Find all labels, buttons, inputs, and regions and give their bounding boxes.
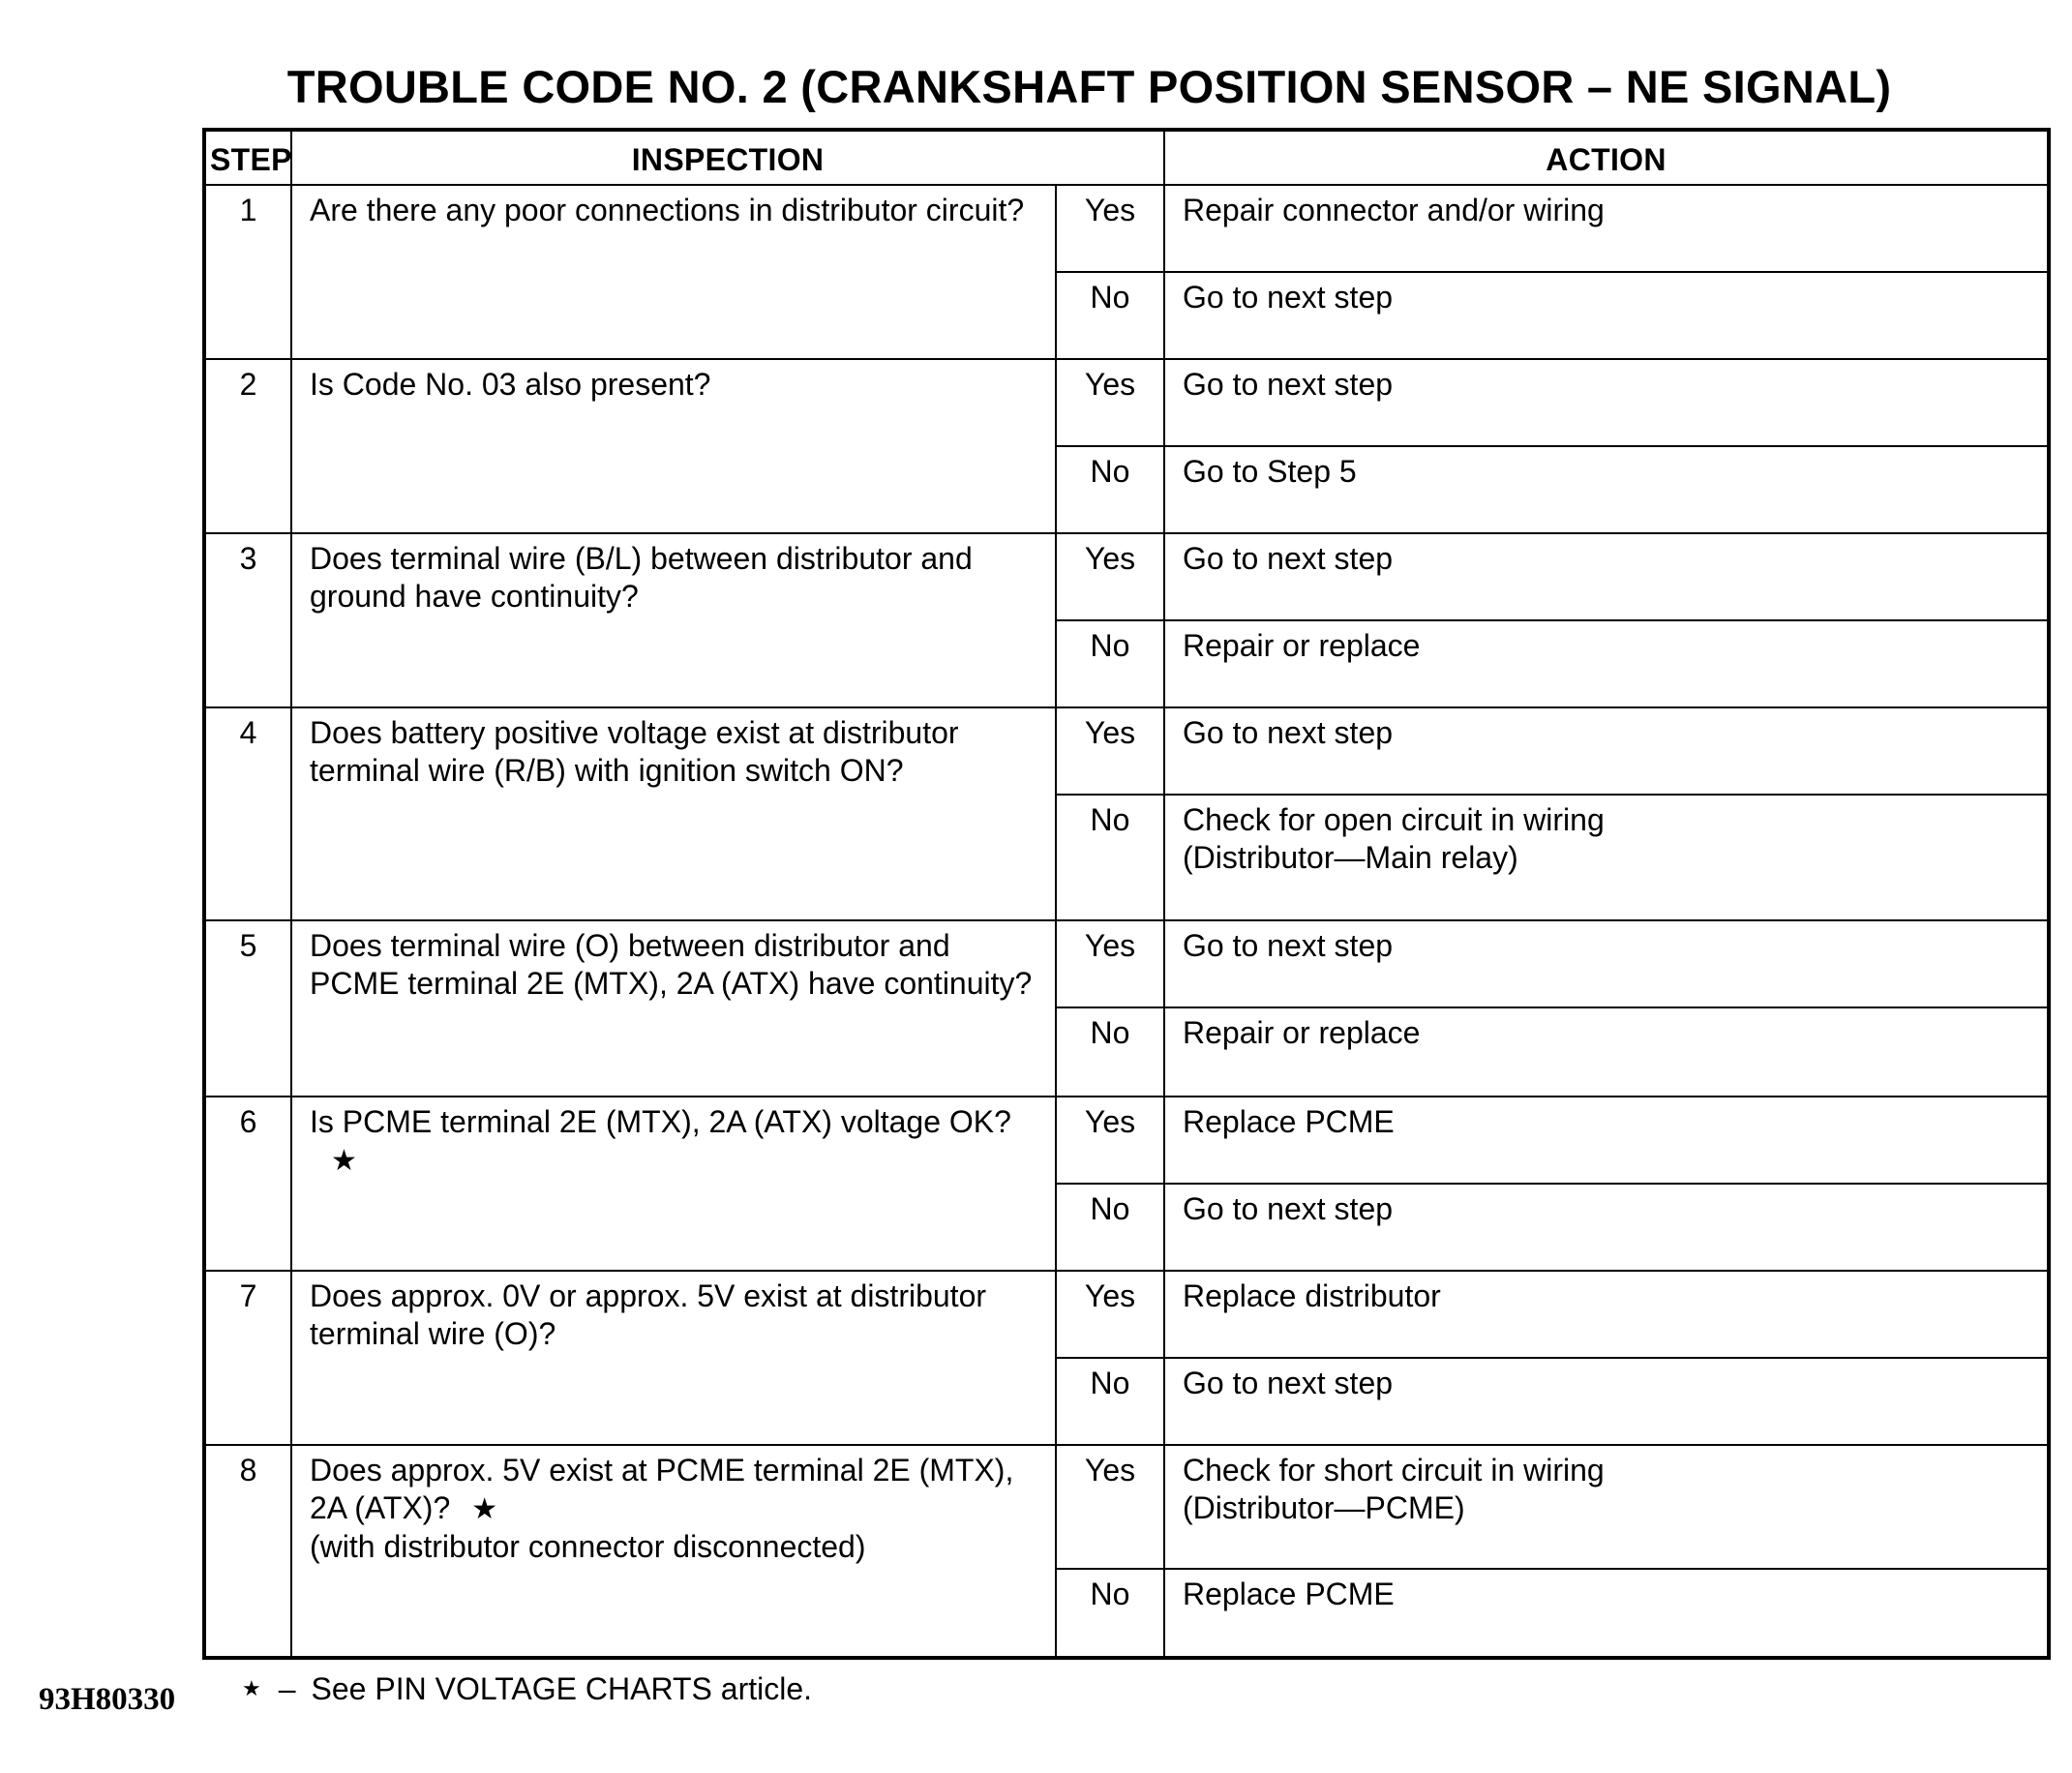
action-yes [1164, 1445, 2049, 1569]
inspection-cell [291, 707, 1056, 920]
action-no [1164, 1184, 2049, 1271]
action-no [1164, 1358, 2049, 1445]
action-no [1164, 272, 2049, 359]
step-row-yes [204, 185, 2049, 272]
action-yes [1164, 533, 2049, 620]
answer-no: No [1056, 272, 1164, 359]
step-number: 3 [204, 533, 291, 707]
answer-yes: Yes [1056, 1271, 1164, 1358]
answer-no: No [1056, 1358, 1164, 1445]
trouble-code-table [202, 128, 2051, 1660]
inspection-question: Does approx. 5V exist at PCME terminal 2E (MTX), 2A (ATX)? [310, 1453, 1014, 1525]
inspection-question: Does terminal wire (B/L) between distributor and ground have continuity? [310, 541, 973, 614]
inspection-cell [291, 359, 1056, 533]
step-number: 8 [204, 1445, 291, 1658]
footnote-star-icon: ★ [242, 1676, 261, 1700]
answer-yes: Yes [1056, 707, 1164, 795]
inspection-cell [291, 1271, 1056, 1445]
step-row-yes [204, 1271, 2049, 1358]
step-row-yes [204, 1097, 2049, 1184]
step-row-yes [204, 533, 2049, 620]
action-line: Go to next step [1183, 367, 1394, 402]
answer-no: No [1056, 1569, 1164, 1658]
table-body [204, 185, 2049, 1658]
action-no [1164, 620, 2049, 707]
action-line: Repair connector and/or wiring [1183, 193, 1605, 227]
action-line: Check for open circuit in wiring [1183, 802, 1605, 837]
inspection-cell [291, 533, 1056, 707]
answer-yes: Yes [1056, 920, 1164, 1007]
star-icon: ★ [471, 1493, 498, 1525]
action-yes [1164, 1271, 2049, 1358]
action-yes [1164, 185, 2049, 272]
action-no [1164, 795, 2049, 920]
action-line: Repair or replace [1183, 628, 1421, 663]
header-step: STEP [204, 130, 291, 185]
action-line: Go to next step [1183, 541, 1394, 576]
action-no [1164, 1007, 2049, 1097]
action-line: Check for short circuit in wiring [1183, 1453, 1605, 1488]
step-number: 4 [204, 707, 291, 920]
step-row-yes [204, 707, 2049, 795]
answer-yes: Yes [1056, 185, 1164, 272]
answer-no: No [1056, 1007, 1164, 1097]
action-yes [1164, 707, 2049, 795]
step-number: 5 [204, 920, 291, 1097]
answer-yes: Yes [1056, 533, 1164, 620]
action-yes [1164, 359, 2049, 446]
inspection-question: Is PCME terminal 2E (MTX), 2A (ATX) voltage OK? [310, 1104, 1011, 1139]
header-action: ACTION [1164, 130, 2049, 185]
action-line: Go to Step 5 [1183, 454, 1357, 489]
inspection-question: Does approx. 0V or approx. 5V exist at distributor terminal wire (O)? [310, 1278, 987, 1351]
action-line: Go to next step [1183, 715, 1394, 750]
action-line: Repair or replace [1183, 1015, 1421, 1050]
step-row-yes [204, 359, 2049, 446]
answer-yes: Yes [1056, 1097, 1164, 1184]
figure-id: 93H80330 [39, 1682, 176, 1717]
action-no [1164, 446, 2049, 533]
inspection-cell [291, 920, 1056, 1097]
inspection-question: Does terminal wire (O) between distributor and PCME terminal 2E (MTX), 2A (ATX) have continuity? [310, 928, 1033, 1001]
inspection-cell [291, 1445, 1056, 1658]
inspection-cell [291, 1097, 1056, 1271]
action-line: (Distributor—Main relay) [1183, 840, 1518, 875]
inspection-question: Are there any poor connections in distributor circuit? [310, 193, 1025, 227]
action-line: Go to next step [1183, 280, 1394, 315]
action-line: (Distributor—PCME) [1183, 1490, 1465, 1525]
action-yes [1164, 920, 2049, 1007]
answer-yes: Yes [1056, 1445, 1164, 1569]
action-line: Replace distributor [1183, 1278, 1441, 1313]
action-yes [1164, 1097, 2049, 1184]
step-row-yes [204, 1445, 2049, 1569]
answer-no: No [1056, 795, 1164, 920]
inspection-question: Is Code No. 03 also present? [310, 367, 711, 402]
action-line: Replace PCME [1183, 1577, 1395, 1611]
header-row [204, 130, 2049, 185]
answer-yes: Yes [1056, 359, 1164, 446]
footnote [242, 1671, 812, 1707]
inspection-question: Does battery positive voltage exist at distributor terminal wire (R/B) with ignition switch ON? [310, 715, 959, 788]
step-number: 1 [204, 185, 291, 359]
header-inspection: INSPECTION [291, 130, 1164, 185]
action-no [1164, 1569, 2049, 1658]
inspection-note: (with distributor connector disconnected) [310, 1529, 866, 1564]
footnote-text: See PIN VOLTAGE CHARTS article. [311, 1671, 813, 1706]
step-number: 6 [204, 1097, 291, 1271]
answer-no: No [1056, 620, 1164, 707]
step-number: 7 [204, 1271, 291, 1445]
action-line: Go to next step [1183, 1366, 1394, 1400]
footnote-dash: – [278, 1671, 296, 1706]
action-line: Go to next step [1183, 1191, 1394, 1226]
step-number: 2 [204, 359, 291, 533]
action-line: Replace PCME [1183, 1104, 1395, 1139]
star-icon: ★ [331, 1145, 357, 1177]
answer-no: No [1056, 446, 1164, 533]
page-title: TROUBLE CODE NO. 2 (CRANKSHAFT POSITION SENSOR – NE SIGNAL) [286, 61, 1892, 112]
answer-no: No [1056, 1184, 1164, 1271]
action-line: Go to next step [1183, 928, 1394, 963]
inspection-cell [291, 185, 1056, 359]
step-row-yes [204, 920, 2049, 1007]
